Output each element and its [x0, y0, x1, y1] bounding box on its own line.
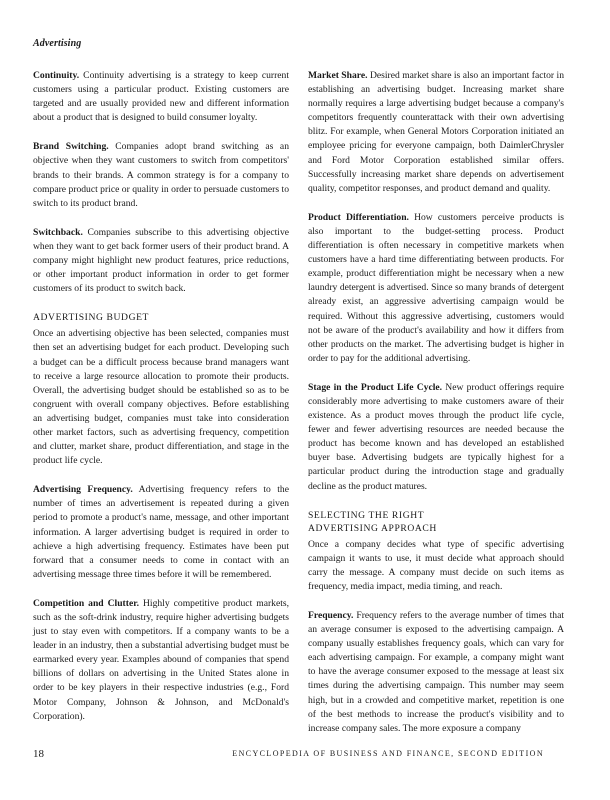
heading-advertising-approach: [308, 509, 564, 535]
paragraph-competition: [33, 597, 289, 724]
term-market-share: Market Share.: [308, 70, 368, 81]
heading-approach-line-2: ADVERTISING APPROACH: [308, 522, 437, 534]
text-frequency: Frequency refers to the average number of times that an average consumer is exposed to the advertising campaign. A company usually establishes frequency goals, which can vary for each advertising campaign. For example, a company might want to have the average consumer exposed to the message at least six times during the advertising campaign. This number may seem high, but in a crowded and competitive market, repetition is one of the best methods to increase the product's visibility and to increase company sales. The more exposure a company: [308, 610, 564, 734]
paragraph-switchback: [33, 226, 289, 296]
text-life-cycle: New product offerings require considerably more advertising to make customers aware of their existence. As a product moves through the product life cycle, fewer and fewer advertising resources are needed because the product has become known and has developed an established buyer base. Advertising budgets are typically highest for a particular product during the introduction stage and gradually decline as the product matures.: [308, 381, 565, 492]
term-brand-switching: Brand Switching.: [33, 141, 109, 153]
term-advertising-frequency: Advertising Frequency.: [33, 484, 133, 496]
term-frequency: Frequency.: [308, 610, 354, 621]
running-head: Advertising: [33, 38, 82, 49]
term-competition: Competition and Clutter.: [33, 597, 139, 609]
paragraph-life-cycle: [308, 381, 564, 494]
paragraph-continuity: [33, 69, 289, 125]
term-switchback: Switchback.: [33, 226, 83, 238]
paragraph-advertising-frequency: [33, 483, 289, 582]
text-market-share: Desired market share is also an important factor in establishing an advertising budget. Increasing market share normally requires a large advertising budget because a company's competitors frequently counterattack with their own advertising blitz. For example, when General Motors Corporation initiated an employee pricing for everyone campaign, both DaimlerChrysler and Ford Motor Corporation established similar offers. Successfully increasing market share depends on advertisement quality, competitor responses, and product demand and quality.: [308, 70, 564, 194]
page-number: 18: [33, 748, 44, 760]
paragraph-approach: Once a company decides what type of specific advertising campaign it wants to use, it must decide what approach should carry the message. A company must decide on such items as frequency, media impact, media timing, and reach.: [308, 538, 564, 592]
right-column: [308, 69, 564, 751]
heading-advertising-budget: ADVERTISING BUDGET: [33, 312, 150, 324]
paragraph-differentiation: [308, 211, 564, 366]
text-advertising-frequency: Advertising frequency refers to the number of times an advertisement is repeated during a given period to promote a product's name, message, and other important information. A larger advertising budget is required in order to achieve a high advertising frequency. Estimates have been put forward that a consumer needs to come in contact with an advertising message three times before it will be remembered.: [33, 484, 289, 580]
term-differentiation: Product Differentiation.: [308, 211, 409, 223]
text-competition: Highly competitive product markets, such as the soft-drink industry, require higher advertising budgets just to stay even with competitors. If a company wants to be a leader in an industry, then a substantial advertising budget must be earmarked every year. Examples abound of companies that spend billions of dollars on advertising in the United States alone in order to be key players in their respective industries (e.g., Ford Motor Company, Johnson & Johnson, and McDonald's Corporation).: [33, 597, 289, 722]
text-continuity: Continuity advertising is a strategy to keep current customers using a particular product. Existing customers are targeted and are usually provided new and different information about a product that is designed to build consumer loyalty.: [33, 70, 289, 124]
heading-approach-line-1: SELECTING THE RIGHT: [308, 509, 425, 521]
paragraph-budget: Once an advertising objective has been selected, companies must then set an advertising budget for each product. Developing such a budget can be a difficult process because brand managers want to receive a large resource allocation to promote their products. Overall, the advertising budget should be established so as to be congruent with overall company objectives. Before establishing an advertising budget, companies must take into consideration other market factors, such as advertising frequency, competition and clutter, market share, product differentiation, and stage in the product life cycle.: [33, 328, 289, 467]
paragraph-market-share: [308, 69, 564, 196]
text-switchback: Companies subscribe to this advertising objective when they want to get back former users of their product brand. A company might highlight new product features, price reductions, or other important product information in order to get former customers of its product to switch back.: [33, 226, 289, 295]
publication-title: ENCYCLOPEDIA OF BUSINESS AND FINANCE, SECOND EDITION: [232, 749, 544, 758]
term-life-cycle: Stage in the Product Life Cycle.: [308, 381, 443, 393]
paragraph-brand-switching: [33, 140, 289, 210]
left-column: [33, 69, 289, 739]
paragraph-frequency: [308, 609, 564, 736]
term-continuity: Continuity.: [33, 70, 80, 81]
text-brand-switching: Companies adopt brand switching as an objective when they want customers to switch from competitors' brands to their brands. A common strategy is for a company to compare product price or quality in order to persuade customers to switch to its product brand.: [33, 141, 289, 209]
text-differentiation: How customers perceive products is also important to the budget-setting process. Product differentiation is often necessary in competitive markets when customers have a hard time differentiating between products. For example, product differentiation might be necessary when a new laundry detergent is advertised. Since so many brands of detergent already exist, an aggressive advertising campaign would be required. Without this aggressive advertising, customers would not be aware of the product's availability and how it differs from other products on the market. The advertising budget is higher in order to pay for the additional advertising.: [308, 211, 564, 364]
